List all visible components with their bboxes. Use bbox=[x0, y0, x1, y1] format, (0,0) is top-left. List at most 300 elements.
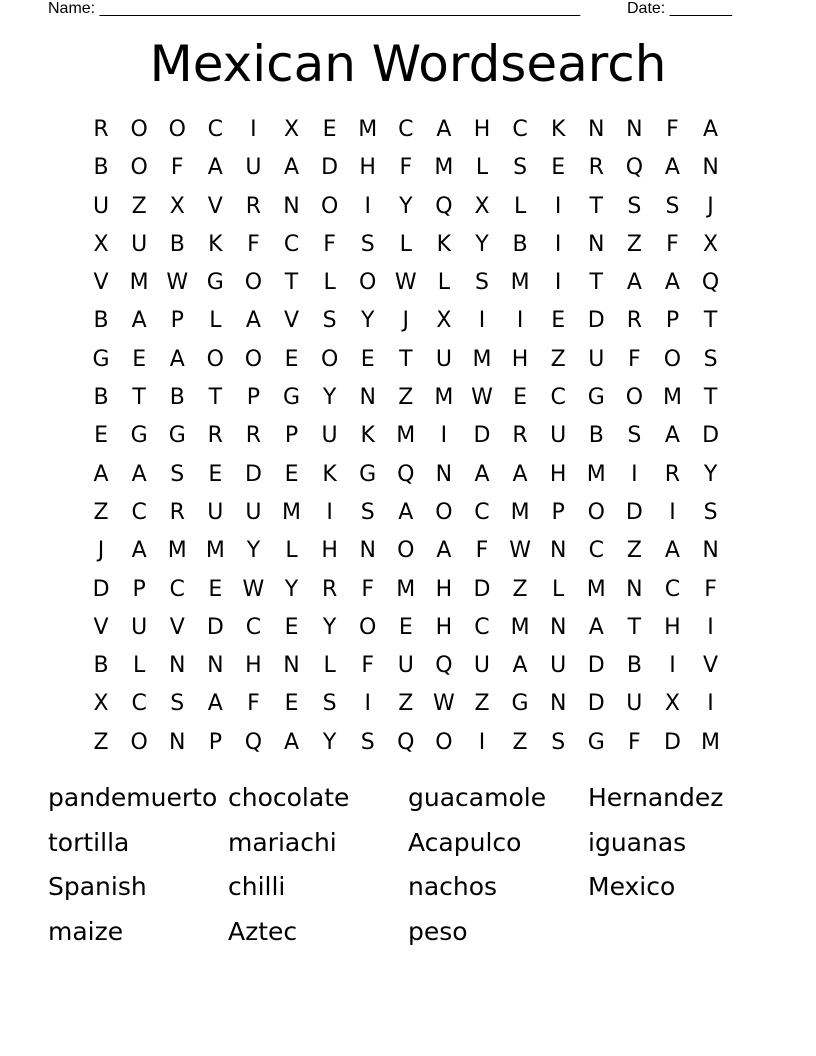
grid-letter: S bbox=[360, 231, 375, 257]
grid-letter: O bbox=[130, 117, 148, 142]
grid-letter: T bbox=[284, 270, 299, 296]
grid-letter: U bbox=[92, 193, 110, 219]
grid-letter: V bbox=[703, 653, 719, 679]
grid-letter: R bbox=[626, 308, 642, 334]
grid-letter: T bbox=[589, 270, 603, 296]
grid-letter: I bbox=[554, 231, 562, 257]
grid-letter: F bbox=[323, 231, 336, 257]
grid-letter: U bbox=[131, 614, 148, 640]
grid-letter: I bbox=[364, 691, 371, 717]
grid-letter: O bbox=[206, 346, 224, 372]
grid-letter: P bbox=[208, 729, 222, 755]
grid-letter: D bbox=[702, 423, 720, 449]
grid-letter: A bbox=[512, 461, 528, 487]
word-list-item: maize bbox=[48, 916, 124, 946]
grid-letter: I bbox=[707, 614, 714, 640]
grid-letter: W bbox=[509, 538, 531, 564]
grid-letter: L bbox=[209, 308, 222, 334]
grid-letter: O bbox=[130, 155, 148, 181]
word-list bbox=[48, 778, 768, 956]
grid-letter: C bbox=[550, 385, 566, 411]
grid-letter: P bbox=[132, 576, 146, 602]
grid-letter: F bbox=[247, 231, 260, 257]
grid-letter: N bbox=[549, 614, 567, 640]
grid-letter: P bbox=[284, 423, 299, 449]
grid-letter: N bbox=[283, 653, 300, 679]
grid-letter: G bbox=[282, 385, 301, 411]
grid-letter: A bbox=[398, 499, 414, 525]
grid-letter: V bbox=[283, 308, 300, 334]
grid-letter: U bbox=[473, 653, 491, 679]
grid-row bbox=[82, 571, 730, 609]
grid-letter: E bbox=[94, 423, 108, 449]
grid-letter: H bbox=[435, 576, 453, 602]
grid-letter: P bbox=[665, 308, 680, 334]
grid-letter: E bbox=[208, 461, 223, 487]
grid-letter: U bbox=[397, 653, 414, 679]
grid-letter: J bbox=[707, 193, 714, 219]
grid-letter: Q bbox=[701, 270, 720, 296]
grid-letter: B bbox=[169, 231, 185, 257]
grid-letter: M bbox=[510, 614, 530, 640]
grid-letter: B bbox=[93, 155, 109, 181]
grid-letter: D bbox=[473, 576, 491, 602]
grid-letter: U bbox=[245, 499, 262, 525]
grid-letter: I bbox=[707, 691, 714, 717]
grid-letter: G bbox=[92, 346, 110, 372]
grid-letter: Y bbox=[246, 538, 261, 564]
grid-letter: I bbox=[554, 270, 562, 296]
grid-letter: F bbox=[704, 576, 717, 602]
grid-letter: Z bbox=[131, 193, 147, 219]
grid-letter: U bbox=[321, 423, 338, 449]
grid-letter: Y bbox=[322, 385, 337, 411]
grid-letter: I bbox=[478, 308, 486, 334]
grid-letter: K bbox=[436, 231, 452, 257]
grid-letter: U bbox=[435, 346, 452, 372]
grid-letter: O bbox=[359, 614, 377, 640]
grid-letter: A bbox=[664, 423, 680, 449]
grid-letter: R bbox=[245, 193, 262, 219]
grid-letter: I bbox=[631, 461, 638, 487]
grid-letter: X bbox=[664, 691, 680, 717]
grid-row bbox=[82, 724, 730, 762]
grid-letter: F bbox=[475, 538, 489, 564]
grid-letter: A bbox=[664, 538, 680, 564]
grid-letter: M bbox=[358, 117, 378, 142]
grid-letter: B bbox=[93, 653, 109, 679]
grid-letter: G bbox=[168, 423, 186, 449]
grid-letter: F bbox=[628, 729, 641, 755]
grid-letter: K bbox=[360, 423, 375, 449]
grid-letter: A bbox=[245, 308, 261, 334]
grid-letter: X bbox=[93, 691, 109, 717]
grid-letter: C bbox=[398, 117, 414, 142]
grid-letter: X bbox=[169, 193, 185, 219]
grid-letter: Y bbox=[322, 729, 337, 755]
grid-letter: C bbox=[207, 117, 224, 142]
grid-row bbox=[82, 532, 730, 570]
grid-letter: L bbox=[323, 270, 336, 296]
grid-letter: M bbox=[472, 346, 492, 372]
grid-letter: I bbox=[554, 193, 562, 219]
grid-letter: C bbox=[131, 691, 147, 717]
grid-letter: S bbox=[513, 155, 528, 181]
word-list-item: mariachi bbox=[228, 827, 337, 857]
grid-letter: H bbox=[435, 614, 453, 640]
grid-letter: P bbox=[246, 385, 261, 411]
grid-letter: O bbox=[359, 270, 377, 296]
grid-letter: D bbox=[244, 461, 262, 487]
grid-letter: X bbox=[703, 231, 719, 257]
grid-letter: P bbox=[551, 499, 565, 525]
grid-letter: M bbox=[434, 155, 454, 181]
grid-letter: L bbox=[323, 653, 336, 679]
grid-row bbox=[82, 609, 730, 647]
grid-row bbox=[82, 456, 730, 494]
grid-letter: N bbox=[359, 538, 376, 564]
grid-letter: A bbox=[169, 346, 185, 372]
word-list-item: guacamole bbox=[408, 783, 547, 812]
grid-letter: Z bbox=[398, 691, 414, 717]
name-field-label: Name: ______________________________________________________ bbox=[48, 0, 581, 17]
grid-letter: O bbox=[435, 729, 453, 755]
grid-letter: S bbox=[551, 729, 566, 755]
grid-letter: A bbox=[474, 461, 490, 487]
grid-letter: H bbox=[473, 117, 491, 142]
grid-letter: M bbox=[282, 499, 301, 525]
grid-letter: A bbox=[207, 691, 223, 717]
grid-letter: G bbox=[511, 691, 529, 717]
grid-letter: A bbox=[436, 117, 452, 142]
grid-letter: X bbox=[436, 308, 452, 334]
grid-letter: Y bbox=[322, 614, 337, 640]
grid-letter: A bbox=[512, 653, 528, 679]
grid-letter: N bbox=[588, 117, 605, 142]
grid-letter: H bbox=[359, 155, 376, 181]
grid-letter: I bbox=[516, 308, 524, 334]
grid-letter: O bbox=[663, 346, 682, 372]
grid-letter: T bbox=[132, 385, 146, 411]
grid-letter: N bbox=[359, 385, 376, 411]
grid-row bbox=[82, 264, 730, 302]
grid-letter: R bbox=[664, 461, 681, 487]
grid-letter: M bbox=[510, 270, 530, 296]
grid-letter: D bbox=[473, 423, 491, 449]
grid-letter: U bbox=[550, 653, 567, 679]
grid-letter: M bbox=[586, 461, 606, 487]
grid-letter: N bbox=[588, 231, 605, 257]
grid-letter: P bbox=[170, 308, 184, 334]
grid-letter: T bbox=[703, 385, 718, 411]
grid-letter: N bbox=[549, 691, 567, 717]
grid-letter: D bbox=[587, 308, 605, 334]
grid-letter: A bbox=[588, 614, 604, 640]
grid-letter: Z bbox=[93, 499, 109, 525]
grid-letter: D bbox=[587, 691, 605, 717]
word-list-item: chocolate bbox=[228, 783, 350, 812]
grid-letter: N bbox=[549, 538, 567, 564]
grid-letter: L bbox=[513, 193, 527, 219]
grid-letter: E bbox=[284, 346, 299, 372]
grid-letter: N bbox=[626, 117, 643, 142]
grid-letter: K bbox=[322, 461, 337, 487]
word-list-item: Spanish bbox=[48, 872, 147, 901]
grid-letter: B bbox=[512, 231, 528, 257]
grid-letter: S bbox=[170, 691, 185, 717]
grid-letter: S bbox=[322, 308, 337, 334]
grid-letter: M bbox=[205, 538, 225, 564]
grid-letter: S bbox=[360, 499, 375, 525]
grid-letter: B bbox=[93, 385, 109, 411]
grid-letter: A bbox=[703, 117, 719, 142]
grid-letter: V bbox=[169, 614, 185, 640]
grid-letter: F bbox=[628, 346, 641, 372]
word-list-item: tortilla bbox=[48, 827, 130, 857]
grid-letter: O bbox=[168, 117, 186, 142]
grid-letter: A bbox=[131, 538, 147, 564]
grid-letter: M bbox=[434, 385, 454, 411]
grid-letter: Q bbox=[397, 461, 415, 487]
grid-letter: L bbox=[285, 538, 298, 564]
grid-letter: I bbox=[478, 729, 486, 755]
grid-letter: R bbox=[512, 423, 528, 449]
grid-letter: D bbox=[625, 499, 643, 525]
grid-letter: O bbox=[244, 346, 263, 372]
grid-letter: I bbox=[669, 499, 676, 525]
grid-letter: D bbox=[206, 614, 224, 640]
grid-letter: L bbox=[475, 155, 489, 181]
grid-letter: Z bbox=[512, 576, 528, 602]
grid-letter: M bbox=[662, 385, 682, 411]
grid-letter: H bbox=[245, 653, 262, 679]
grid-letter: S bbox=[170, 461, 185, 487]
grid-letter: T bbox=[703, 308, 718, 334]
word-list-item: peso bbox=[408, 916, 468, 946]
grid-letter: S bbox=[360, 729, 375, 755]
grid-letter: U bbox=[626, 691, 643, 717]
grid-letter: A bbox=[131, 308, 147, 334]
grid-letter: C bbox=[474, 499, 490, 525]
grid-letter: O bbox=[130, 729, 148, 755]
grid-letter: N bbox=[207, 653, 224, 679]
grid-letter: Y bbox=[703, 461, 718, 487]
grid-letter: C bbox=[664, 576, 681, 602]
grid-letter: M bbox=[586, 576, 606, 602]
grid-letter: R bbox=[588, 155, 604, 181]
grid-letter: X bbox=[93, 231, 109, 257]
grid-letter: E bbox=[398, 614, 413, 640]
grid-letter: S bbox=[627, 193, 642, 219]
grid-letter: S bbox=[703, 499, 718, 525]
grid-letter: N bbox=[169, 729, 186, 755]
grid-letter: N bbox=[626, 576, 643, 602]
grid-letter: O bbox=[397, 538, 415, 564]
grid-row bbox=[82, 111, 730, 149]
grid-row bbox=[82, 494, 730, 532]
grid-letter: I bbox=[669, 653, 676, 679]
grid-letter: E bbox=[322, 117, 337, 142]
grid-letter: U bbox=[550, 423, 567, 449]
grid-letter: W bbox=[242, 576, 265, 602]
grid-letter: N bbox=[702, 155, 719, 181]
grid-letter: I bbox=[440, 423, 448, 449]
grid-letter: G bbox=[587, 729, 605, 755]
grid-letter: O bbox=[320, 346, 339, 372]
grid-letter: L bbox=[437, 270, 451, 296]
grid-letter: X bbox=[283, 117, 300, 142]
grid-row bbox=[82, 302, 730, 340]
grid-letter: N bbox=[435, 461, 453, 487]
grid-row bbox=[82, 149, 730, 187]
grid-letter: O bbox=[625, 385, 644, 411]
grid-letter: D bbox=[663, 729, 681, 755]
letter-grid bbox=[82, 111, 730, 762]
grid-letter: G bbox=[359, 461, 377, 487]
grid-letter: T bbox=[589, 193, 603, 219]
grid-letter: Y bbox=[399, 193, 413, 219]
grid-letter: E bbox=[284, 461, 299, 487]
grid-letter: W bbox=[166, 270, 189, 296]
grid-letter: W bbox=[394, 270, 417, 296]
grid-letter: H bbox=[549, 461, 567, 487]
page-title: Mexican Wordsearch bbox=[149, 35, 667, 93]
grid-letter: C bbox=[474, 614, 490, 640]
grid-letter: V bbox=[93, 614, 109, 640]
grid-letter: K bbox=[208, 231, 223, 257]
grid-letter: A bbox=[131, 461, 147, 487]
grid-letter: B bbox=[626, 653, 642, 679]
grid-letter: M bbox=[396, 423, 416, 449]
grid-letter: A bbox=[626, 270, 642, 296]
grid-letter: O bbox=[435, 499, 453, 525]
grid-letter: E bbox=[551, 155, 566, 181]
grid-letter: O bbox=[244, 270, 263, 296]
grid-letter: S bbox=[703, 346, 718, 372]
grid-letter: H bbox=[664, 614, 681, 640]
word-list-item: Acapulco bbox=[408, 827, 522, 857]
grid-letter: F bbox=[361, 576, 375, 602]
grid-letter: F bbox=[399, 155, 413, 181]
grid-letter: K bbox=[550, 117, 566, 142]
grid-letter: Q bbox=[625, 155, 644, 181]
grid-letter: Y bbox=[284, 576, 299, 602]
grid-letter: Z bbox=[474, 691, 490, 717]
word-list-item: Hernandez bbox=[588, 783, 724, 812]
grid-letter: A bbox=[664, 270, 680, 296]
grid-letter: D bbox=[587, 653, 605, 679]
grid-letter: A bbox=[664, 155, 680, 181]
grid-letter: Z bbox=[626, 231, 642, 257]
grid-letter: U bbox=[588, 346, 605, 372]
grid-letter: C bbox=[588, 538, 604, 564]
grid-letter: D bbox=[92, 576, 110, 602]
grid-letter: O bbox=[320, 193, 339, 219]
grid-letter: L bbox=[552, 576, 565, 602]
grid-letter: H bbox=[511, 346, 529, 372]
grid-letter: C bbox=[169, 576, 185, 602]
grid-letter: C bbox=[131, 499, 147, 525]
grid-letter: R bbox=[169, 499, 185, 525]
grid-letter: F bbox=[666, 117, 679, 142]
grid-letter: Z bbox=[550, 346, 566, 372]
grid-letter: G bbox=[206, 270, 224, 296]
word-list-item: Aztec bbox=[228, 916, 298, 946]
grid-row bbox=[82, 188, 730, 226]
word-list-item: iguanas bbox=[588, 827, 687, 857]
grid-letter: Z bbox=[626, 538, 642, 564]
grid-letter: F bbox=[666, 231, 679, 257]
grid-row bbox=[82, 226, 730, 264]
grid-letter: G bbox=[130, 423, 148, 449]
grid-row bbox=[82, 685, 730, 723]
grid-letter: C bbox=[283, 231, 300, 257]
grid-letter: E bbox=[551, 308, 566, 334]
grid-row bbox=[82, 647, 730, 685]
grid-letter: A bbox=[93, 461, 109, 487]
grid-letter: E bbox=[284, 614, 299, 640]
date-field-label: Date: _______ bbox=[627, 0, 732, 17]
grid-letter: W bbox=[433, 691, 455, 717]
grid-letter: U bbox=[245, 155, 262, 181]
grid-letter: Q bbox=[435, 193, 453, 219]
grid-letter: W bbox=[471, 385, 493, 411]
grid-letter: E bbox=[208, 576, 223, 602]
grid-letter: E bbox=[513, 385, 528, 411]
grid-row bbox=[82, 341, 730, 379]
grid-letter: G bbox=[587, 385, 605, 411]
grid-row bbox=[82, 379, 730, 417]
grid-letter: X bbox=[474, 193, 490, 219]
grid-letter: Q bbox=[435, 653, 453, 679]
grid-letter: V bbox=[207, 193, 223, 219]
grid-letter: J bbox=[97, 538, 105, 564]
grid-letter: S bbox=[322, 691, 337, 717]
word-list-item: Mexico bbox=[588, 872, 676, 901]
grid-letter: M bbox=[396, 576, 416, 602]
grid-letter: T bbox=[399, 346, 413, 372]
grid-letter: R bbox=[321, 576, 338, 602]
grid-letter: T bbox=[208, 385, 223, 411]
grid-letter: C bbox=[245, 614, 262, 640]
grid-letter: Y bbox=[360, 308, 375, 334]
header bbox=[48, 0, 748, 18]
grid-letter: O bbox=[587, 499, 605, 525]
word-list-item: pandemuerto bbox=[48, 783, 218, 812]
grid-letter: A bbox=[283, 729, 300, 755]
grid-letter: L bbox=[133, 653, 146, 679]
grid-letter: Y bbox=[475, 231, 489, 257]
grid-letter: F bbox=[247, 691, 260, 717]
grid-letter: A bbox=[436, 538, 452, 564]
grid-letter: M bbox=[701, 729, 721, 755]
grid-letter: Z bbox=[93, 729, 109, 755]
grid-letter: Z bbox=[398, 385, 414, 411]
grid-letter: C bbox=[512, 117, 528, 142]
grid-letter: S bbox=[627, 423, 642, 449]
grid-letter: Q bbox=[397, 729, 415, 755]
grid-letter: A bbox=[283, 155, 300, 181]
grid-letter: A bbox=[207, 155, 223, 181]
grid-letter: T bbox=[627, 614, 642, 640]
grid-letter: U bbox=[131, 231, 148, 257]
grid-row bbox=[82, 417, 730, 455]
grid-letter: M bbox=[167, 538, 187, 564]
grid-letter: U bbox=[207, 499, 224, 525]
grid-letter: N bbox=[283, 193, 300, 219]
grid-letter: E bbox=[284, 691, 299, 717]
grid-letter: L bbox=[399, 231, 412, 257]
